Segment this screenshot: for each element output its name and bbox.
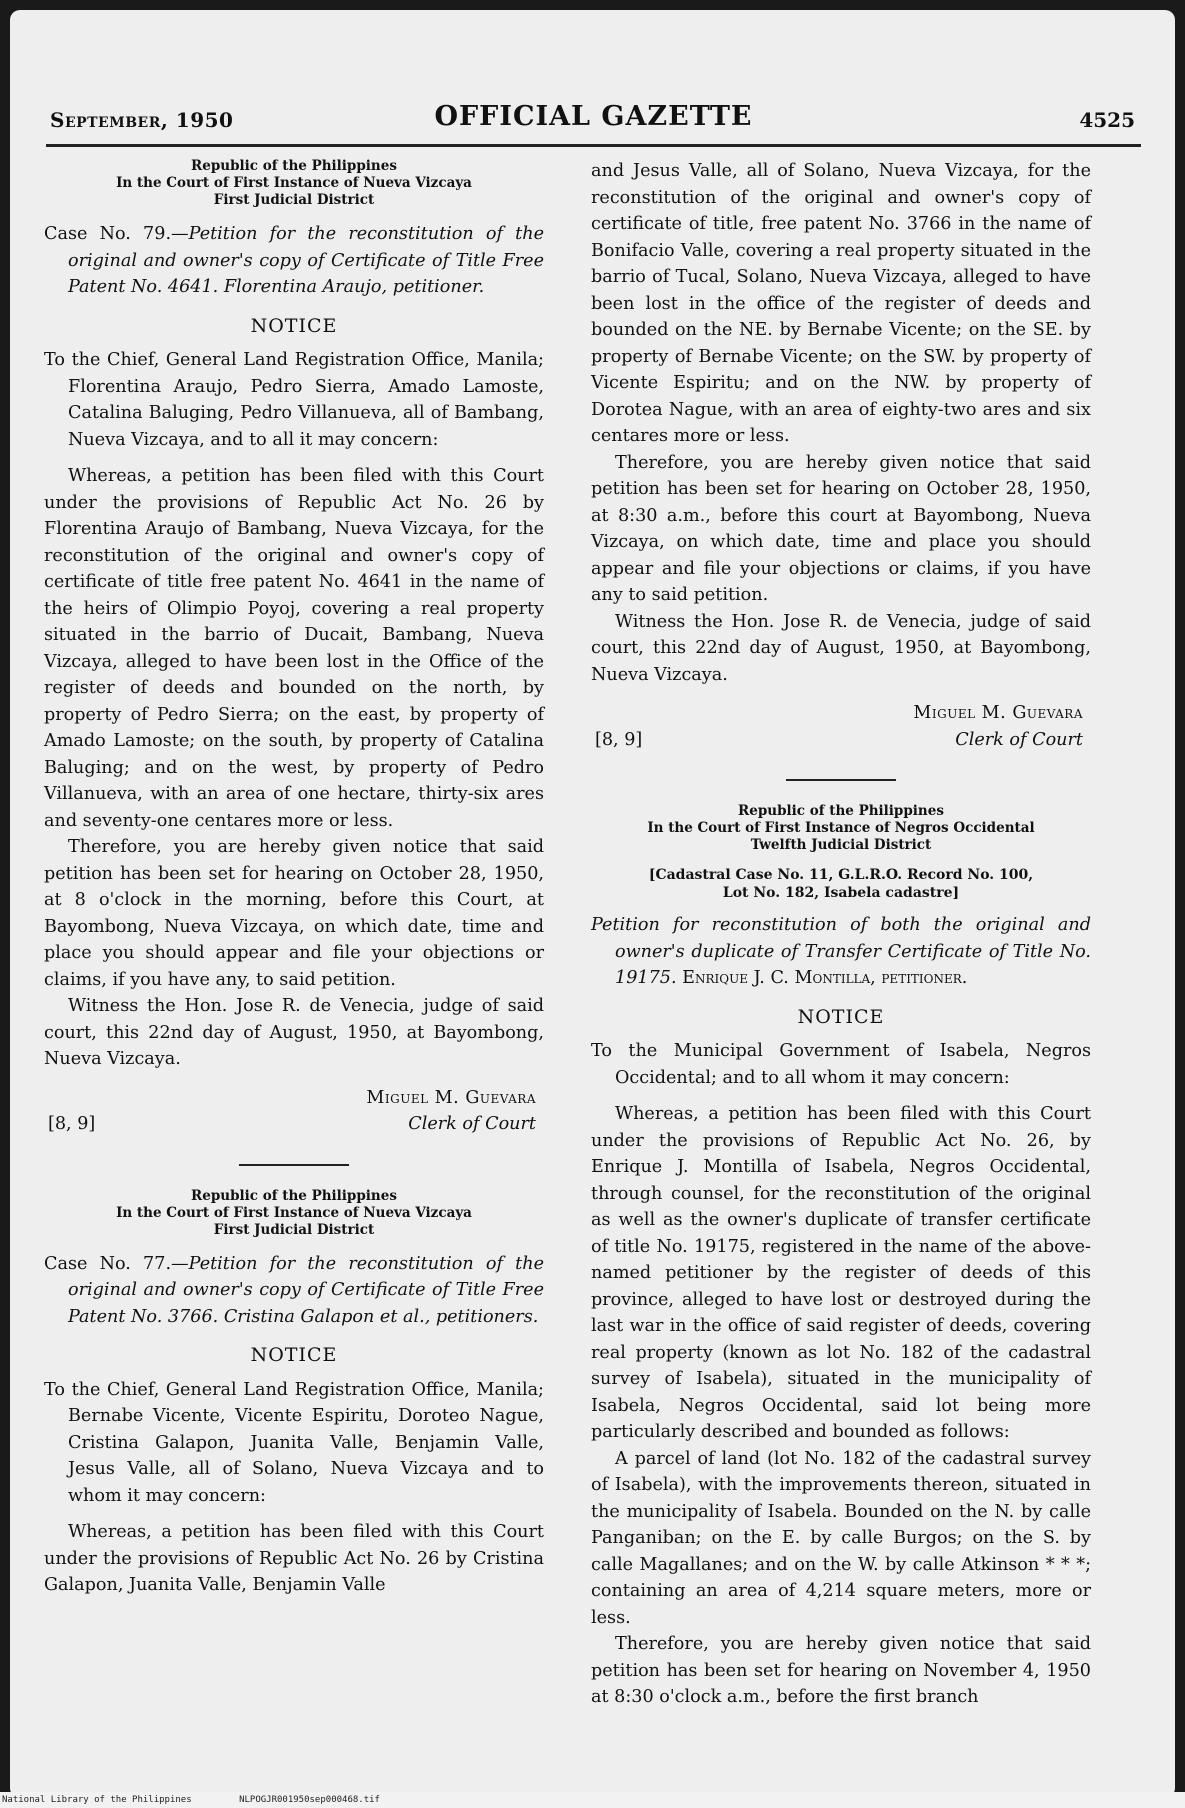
court-header — [44, 1188, 544, 1239]
signer — [913, 700, 1091, 753]
notice-heading: NOTICE — [250, 314, 338, 337]
therefore-paragraph: Therefore, you are hereby given notice that said petition has been set for hearing on October 28, 1950, at 8:30 a.m., before this court at Bayombong, Nueva Vizcaya, on which date, time and place you should appear and file your objections or claims, if you have any to said petition. — [591, 452, 1091, 605]
notice-address: To the Chief, General Land Registration Office, Manila; Bernabe Vicente, Vicente Espiritu, Doroteo Nague, Cristina Galapon, Juanita Valle, Benjamin Valle, Jesus Valle, all of Solano, Nueva Vizcaya and to whom it may concern: — [44, 1379, 544, 1506]
court-line: First Judicial District — [213, 1221, 375, 1238]
signature-block — [591, 700, 1091, 753]
section-divider — [239, 1164, 349, 1166]
signer-name: Miguel M. Guevara — [366, 1087, 536, 1108]
court-header — [591, 803, 1091, 854]
petitioner-name: Enrique J. C. Montilla, petitioner. — [682, 968, 968, 988]
petition-caption — [591, 912, 1091, 992]
court-line: In the Court of First Instance of Negros Occidental — [647, 820, 1035, 836]
case-title: —Petition for the reconstitution of the original and owner's copy of Certificate of Title Free Patent No. 3766. — [68, 1253, 544, 1327]
whereas-paragraph: Whereas, a petition has been filed with this Court under the provisions of Republic Act No. 26 by Florentina Araujo of Bambang, Nueva Vizcaya, for the reconstitution of the original and owner's copy of certificate of title free patent No. 4641 in the name of the heirs of Olimpio Poyoj, covering a real property situated in the barrio of Ducait, Bambang, Nueva Vizcaya, alleged to have been lost in the Office of the register of deeds and bounded on the north, by property of Pedro Sierra; on the east, by property of Amado Lamoste; on the south, by property of Catalina Baluging; and on the west, by property of Pedro Villanueva, with an area of one hectare, thirty-six ares and seventy-one centares more or less. — [44, 466, 544, 831]
court-line: Republic of the Philippines — [191, 1187, 397, 1204]
issue-numbers: [8, 9] — [595, 729, 643, 750]
issue-numbers: [8, 9] — [48, 1114, 96, 1134]
header-title: OFFICIAL GAZETTE — [434, 101, 753, 132]
whereas-paragraph: Whereas, a petition has been filed with this Court under the provisions of Republic Act No. 26, by Enrique J. Montilla of Isabela, Negros Occidental, through counsel, for the reconstitution of the original as well as the owner's duplicate of transfer certificate of title No. 19175, registered in the name of the above-named petitioner by the register of deeds of this province, alleged to have lost or destroyed during the last war in the office of said register of deeds, covering real property (known as lot No. 182 of the cadastral survey of Isabela), situated in the municipality of Isabela, Negros Occidental, said lot being more particularly described and bounded as follows: — [591, 1104, 1091, 1442]
signer — [366, 1085, 544, 1138]
header-date: September, 1950 — [50, 108, 234, 132]
section-divider — [786, 779, 896, 781]
cadastral-line: [Cadastral Case No. 11, G.L.R.O. Record No. 100, — [648, 867, 1034, 883]
left-column — [44, 158, 544, 1599]
cadastral-reference — [591, 866, 1091, 902]
notice-heading: NOTICE — [250, 1344, 338, 1366]
footer-library: National Library of the Philippines — [2, 1795, 192, 1805]
court-line: First Judicial District — [213, 192, 375, 208]
signer-role: Clerk of Court — [955, 729, 1083, 750]
court-line: In the Court of First Instance of Nueva Vizcaya — [116, 1204, 472, 1221]
case-title: —Petition for the reconstitution of the original and owner's copy of Certificate of Title Free Patent No. 4641. — [68, 224, 544, 297]
petition-title: Petition for reconstitution of both the original and owner's duplicate of Transfer Certificate of Title No. 19175. — [591, 915, 1091, 988]
whereas-continuation: and Jesus Valle, all of Solano, Nueva Vizcaya, for the reconstitution of the original and owner's copy of certificate of title, free patent No. 3766 in the name of Bonifacio Valle, covering a real property situated in the barrio of Tucal, Solano, Nueva Vizcaya, alleged to have been lost in the office of the register of deeds and bounded on the NE. by Bernabe Vicente; on the SE. by property of Bernabe Vicente; on the SW. by property of Vicente Espiritu; and on the NW. by property of Dorotea Nague, with an area of eighty-two ares and six centares more or less. — [591, 161, 1091, 446]
signer-name: Miguel M. Guevara — [913, 703, 1083, 723]
court-header — [44, 158, 544, 209]
notice-address: To the Municipal Government of Isabela, Negros Occidental; and to all whom it may concern: — [591, 1041, 1091, 1088]
therefore-paragraph: Therefore, you are hereby given notice that said petition has been set for hearing on November 4, 1950 at 8:30 o'clock a.m., before the first branch — [591, 1634, 1091, 1707]
signer-role: Clerk of Court — [408, 1114, 536, 1134]
court-line: Republic of the Philippines — [191, 158, 397, 174]
footer-file: NLPOGJR001950sep000468.tif — [239, 1795, 380, 1805]
header-page-number: 4525 — [1079, 108, 1135, 132]
case-caption — [44, 221, 544, 301]
therefore-paragraph: Therefore, you are hereby given notice that said petition has been set for hearing on October 28, 1950, at 8 o'clock in the morning, before this Court, at Bayombong, Nueva Vizcaya, on which date, time and place you should appear and file your objections or claims, if you have any, to said petition. — [44, 837, 544, 990]
court-line: Republic of the Philippines — [738, 803, 944, 819]
notice-heading: NOTICE — [797, 1005, 885, 1028]
case-petitioner: Florentina Araujo, petitioner. — [223, 277, 485, 297]
parcel-paragraph: A parcel of land (lot No. 182 of the cadastral survey of Isabela), with the improvements thereon, situated in the municipality of Isabela. Bounded on the N. by calle Panganiban; on the E. by calle Burgos; on the S. by calle Magallanes; and on the W. by calle Atkinson * * *; containing an area of 4,214 square meters, more or less. — [591, 1448, 1091, 1628]
cadastral-line: Lot No. 182, Isabela cadastre] — [722, 885, 960, 901]
case-number: Case No. 77. — [44, 1253, 172, 1274]
page-header — [46, 84, 1141, 147]
scanned-page — [10, 10, 1175, 1798]
case-caption — [44, 1251, 544, 1331]
case-petitioner: Cristina Galapon et al., petitioners. — [223, 1306, 539, 1327]
scan-footer — [0, 1792, 1185, 1808]
whereas-paragraph: Whereas, a petition has been filed with this Court under the provisions of Republic Act No. 26 by Cristina Galapon, Juanita Valle, Benjamin Valle — [44, 1522, 544, 1595]
court-line: Twelfth Judicial District — [750, 837, 932, 853]
court-line: In the Court of First Instance of Nueva Vizcaya — [116, 175, 472, 191]
notice-address: To the Chief, General Land Registration Office, Manila; Florentina Araujo, Pedro Sierra, Amado Lamoste, Catalina Baluging, Pedro Villanueva, all of Bambang, Nueva Vizcaya, and to all it may concern: — [44, 350, 544, 450]
witness-paragraph: Witness the Hon. Jose R. de Venecia, judge of said court, this 22nd day of August, 1950, at Bayombong, Nueva Vizcaya. — [44, 996, 544, 1069]
witness-paragraph: Witness the Hon. Jose R. de Venecia, judge of said court, this 22nd day of August, 1950, at Bayombong, Nueva Vizcaya. — [591, 611, 1091, 685]
signature-block — [44, 1085, 544, 1138]
case-number: Case No. 79. — [44, 224, 172, 244]
right-column — [591, 158, 1091, 1711]
